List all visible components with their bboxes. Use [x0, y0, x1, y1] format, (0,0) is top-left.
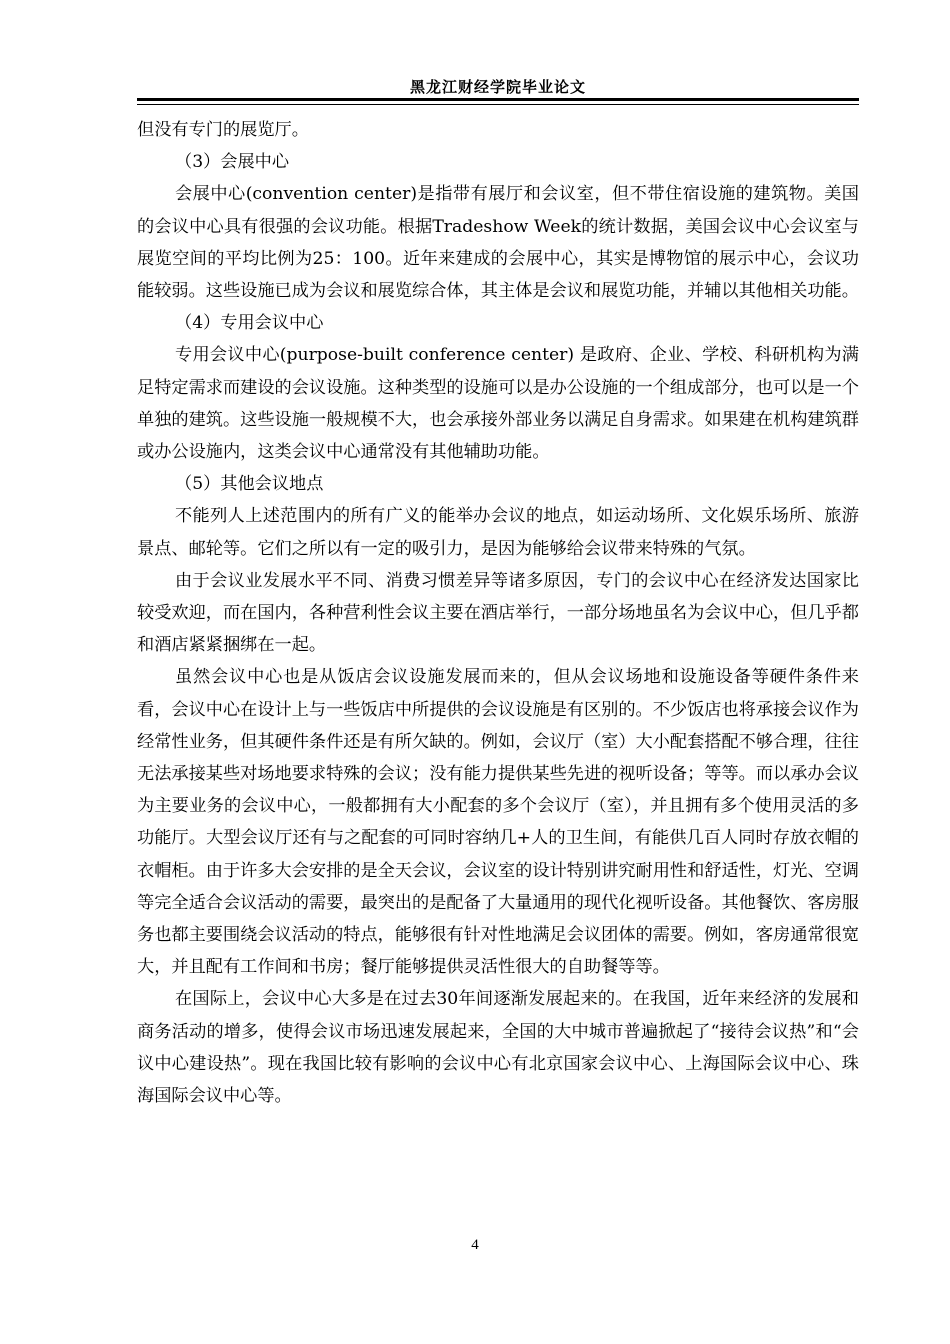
running-header-title: 黑龙江财经学院毕业论文 [409, 78, 586, 96]
header-rule-thin [137, 104, 859, 105]
paragraph-international-development: 在国际上，会议中心大多是在过去30年间逐渐发展起来的。在我国，近年来经济的发展和商务活动的增多，使得会议市场迅速发展起来，全国的大中城市普遍掀起了“接待会议热”和“会议中心建设热”。现在我国比较有影响的会议中心有北京国家会议中心、上海国际会议中心、珠海国际会议中心等。 [137, 989, 859, 1107]
paragraph-convention-center: 会展中心(convention center)是指带有展厅和会议室，但不带住宿设施的建筑物。美国的会议中心具有很强的会议功能。根据Tradeshow Week的统计数据，美国会议中心会议室与展览空间的平均比例为25：100。近年来建成的会展中心，其实是博物馆的展示中心，会议功能较弱。这些设施已成为会议和展览综合体，其主体是会议和展览功能，并辅以其他相关功能。 [137, 184, 859, 302]
paragraph-other-venues: 不能列人上述范围内的所有广义的能举办会议的地点，如运动场所、文化娱乐场所、旅游景点、邮轮等。它们之所以有一定的吸引力，是因为能够给会议带来特殊的气氛。 [137, 506, 859, 559]
header-rule-thick [137, 98, 859, 101]
paragraph-purpose-built-center: 专用会议中心(purpose-built conference center) 是政府、企业、学校、科研机构为满足特定需求而建设的会议设施。这种类型的设施可以是办公设施的一个组成部分，也可以是一个单独的建筑。这些设施一般规模不大，也会承接外部业务以满足自身需求。如果建在机构建筑群或办公设施内，这类会议中心通常没有其他辅助功能。 [137, 345, 859, 463]
body-text [137, 114, 859, 1112]
subheading-convention-center: （3）会展中心 [175, 152, 290, 173]
paragraph-hardware-differences: 虽然会议中心也是从饭店会议设施发展而来的，但从会议场地和设施设备等硬件条件来看，会议中心在设计上与一些饭店中所提供的会议设施是有区别的。不少饭店也将承接会议作为经常性业务，但其硬件条件还是有所欠缺的。例如，会议厅（室）大小配套搭配不够合理，往往无法承接某些对场地要求特殊的会议；没有能力提供某些先进的视听设备；等等。而以承办会议为主要业务的会议中心，一般都拥有大小配套的多个会议厅（室），并且拥有多个使用灵活的多功能厅。大型会议厅还有与之配套的可同时容纳几+人的卫生间，有能供几百人同时存放衣帽的衣帽柜。由于许多大会安排的是全天会议，会议室的设计特别讲究耐用性和舒适性，灯光、空调等完全适合会议活动的需要，最突出的是配备了大量通用的现代化视听设备。其他餐饮、客房服务也都主要围绕会议活动的特点，能够很有针对性地满足会议团体的需要。例如，客房通常很宽大，并且配有工作间和书房；餐厅能够提供灵活性很大的自助餐等等。 [137, 667, 859, 978]
paragraph-continuation: 但没有专门的展览厅。 [137, 120, 309, 140]
subheading-purpose-built-center: （4）专用会议中心 [175, 313, 324, 334]
subheading-other-venues: （5）其他会议地点 [175, 474, 324, 495]
page-number: 4 [471, 1237, 479, 1253]
paragraph-domestic-situation: 由于会议业发展水平不同、消费习惯差异等诸多原因，专门的会议中心在经济发达国家比较受欢迎，而在国内，各种营利性会议主要在酒店举行，一部分场地虽名为会议中心，但几乎都和酒店紧紧捆绑在一起。 [137, 570, 859, 656]
